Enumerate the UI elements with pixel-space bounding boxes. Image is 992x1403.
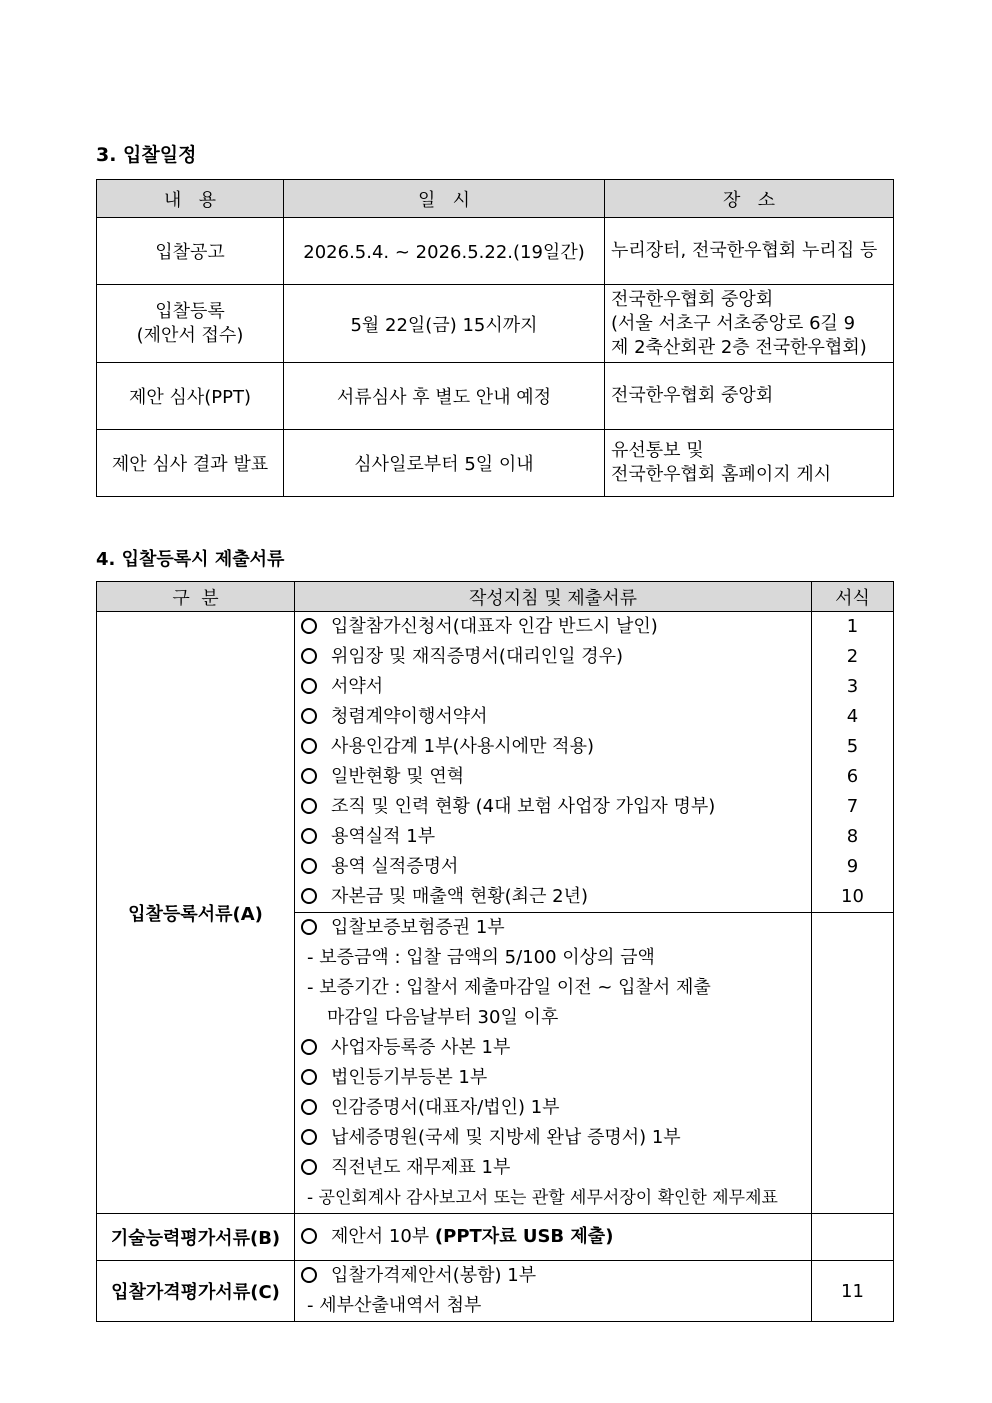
group-b-label: 기술능력평가서류(B): [97, 1214, 295, 1261]
group-b-items: [295, 1214, 812, 1261]
circle-bullet-icon: [301, 1039, 317, 1055]
list-subitem: - 세부산출내역서 첨부: [307, 1295, 482, 1316]
list-item: 자본금 및 매출액 현황(최근 2년): [299, 882, 811, 912]
schedule-row: [97, 363, 894, 430]
circle-bullet-icon: [301, 648, 317, 664]
circle-bullet-icon: [301, 1069, 317, 1085]
schedule-place: 전국한우협회 중앙회 (서울 서초구 서초중앙로 6길 9 제 2축산회관 2층 전국한우협회): [605, 285, 894, 363]
list-item: 납세증명원(국세 및 지방세 완납 증명서) 1부: [299, 1123, 811, 1153]
schedule-header-content: 내 용: [97, 180, 284, 218]
documents-header-guide: 작성지침 및 제출서류: [295, 582, 812, 612]
circle-bullet-icon: [301, 618, 317, 634]
list-subitem-continuation: 마감일 다음날부터 30일 이후: [327, 1007, 559, 1028]
group-a-label: 입찰등록서류(A): [97, 612, 295, 1214]
schedule-content: 제안 심사 결과 발표: [97, 430, 284, 497]
circle-bullet-icon: [301, 768, 317, 784]
group-c-form: 11: [812, 1261, 894, 1322]
schedule-row: [97, 430, 894, 497]
group-a-row-1: [97, 612, 894, 913]
circle-bullet-icon: [301, 828, 317, 844]
list-item: 입찰참가신청서(대표자 인감 반드시 날인): [299, 612, 811, 642]
list-item: 제안서 10부 (PPT자료 USB 제출): [299, 1222, 811, 1252]
list-item: 일반현황 및 연혁: [299, 762, 811, 792]
group-c-label: 입찰가격평가서류(C): [97, 1261, 295, 1322]
circle-bullet-icon: [301, 1267, 317, 1283]
schedule-content: 입찰공고: [97, 218, 284, 285]
list-item: 입찰가격제안서(봉함) 1부: [299, 1261, 811, 1291]
list-item: 서약서: [299, 672, 811, 702]
list-subitem: - 공인회계사 감사보고서 또는 관할 세무서장이 확인한 제무제표: [307, 1188, 778, 1208]
circle-bullet-icon: [301, 678, 317, 694]
list-item: 위임장 및 재직증명서(대리인일 경우): [299, 642, 811, 672]
list-item: 청렴계약이행서약서: [299, 702, 811, 732]
schedule-content: 제안 심사(PPT): [97, 363, 284, 430]
group-b-form-empty: [812, 1214, 894, 1261]
section4-heading: 4. 입찰등록시 제출서류: [96, 549, 285, 570]
list-item: 사용인감계 1부(사용시에만 적용): [299, 732, 811, 762]
list-item: 입찰보증보험증권 1부: [299, 913, 811, 943]
circle-bullet-icon: [301, 888, 317, 904]
circle-bullet-icon: [301, 1159, 317, 1175]
schedule-header-place: 장 소: [605, 180, 894, 218]
list-item: 사업자등록증 사본 1부: [299, 1033, 811, 1063]
list-item: 인감증명서(대표자/법인) 1부: [299, 1093, 811, 1123]
group-c-items: [295, 1261, 812, 1322]
schedule-row: [97, 218, 894, 285]
schedule-date: 2026.5.4. ~ 2026.5.22.(19일간): [284, 218, 605, 285]
circle-bullet-icon: [301, 858, 317, 874]
circle-bullet-icon: [301, 798, 317, 814]
schedule-place: 누리장터, 전국한우협회 누리집 등: [605, 218, 894, 285]
list-item: 조직 및 인력 현황 (4대 보험 사업장 가입자 명부): [299, 792, 811, 822]
list-subitem: - 보증기간 : 입찰서 제출마감일 이전 ~ 입찰서 제출: [307, 977, 711, 998]
list-item: 직전년도 재무제표 1부: [299, 1153, 811, 1183]
list-subitem: - 보증금액 : 입찰 금액의 5/100 이상의 금액: [307, 947, 655, 968]
list-item: 용역실적 1부: [299, 822, 811, 852]
group-a-forms-empty: [812, 913, 894, 1214]
schedule-date: 서류심사 후 별도 안내 예정: [284, 363, 605, 430]
group-a-forms: 1 2 3 4 5 6 7 8 9 10: [812, 612, 894, 913]
documents-table: [96, 581, 894, 1322]
section3-heading: 3. 입찰일정: [96, 144, 197, 166]
schedule-content: 입찰등록 (제안서 접수): [97, 285, 284, 363]
schedule-row: [97, 285, 894, 363]
circle-bullet-icon: [301, 1129, 317, 1145]
circle-bullet-icon: [301, 708, 317, 724]
schedule-place: 유선통보 및 전국한우협회 홈페이지 게시: [605, 430, 894, 497]
documents-header-category: 구 분: [97, 582, 295, 612]
circle-bullet-icon: [301, 738, 317, 754]
schedule-table: [96, 179, 894, 497]
documents-header-form: 서식: [812, 582, 894, 612]
schedule-place: 전국한우협회 중앙회: [605, 363, 894, 430]
schedule-header-date: 일 시: [284, 180, 605, 218]
schedule-date: 심사일로부터 5일 이내: [284, 430, 605, 497]
group-b-row: [97, 1214, 894, 1261]
schedule-date: 5월 22일(금) 15시까지: [284, 285, 605, 363]
group-c-row: [97, 1261, 894, 1322]
circle-bullet-icon: [301, 1228, 317, 1244]
list-item: 법인등기부등본 1부: [299, 1063, 811, 1093]
list-item: 용역 실적증명서: [299, 852, 811, 882]
circle-bullet-icon: [301, 919, 317, 935]
group-a-items-2: [295, 913, 812, 1214]
circle-bullet-icon: [301, 1099, 317, 1115]
group-a-items-1: [295, 612, 812, 913]
